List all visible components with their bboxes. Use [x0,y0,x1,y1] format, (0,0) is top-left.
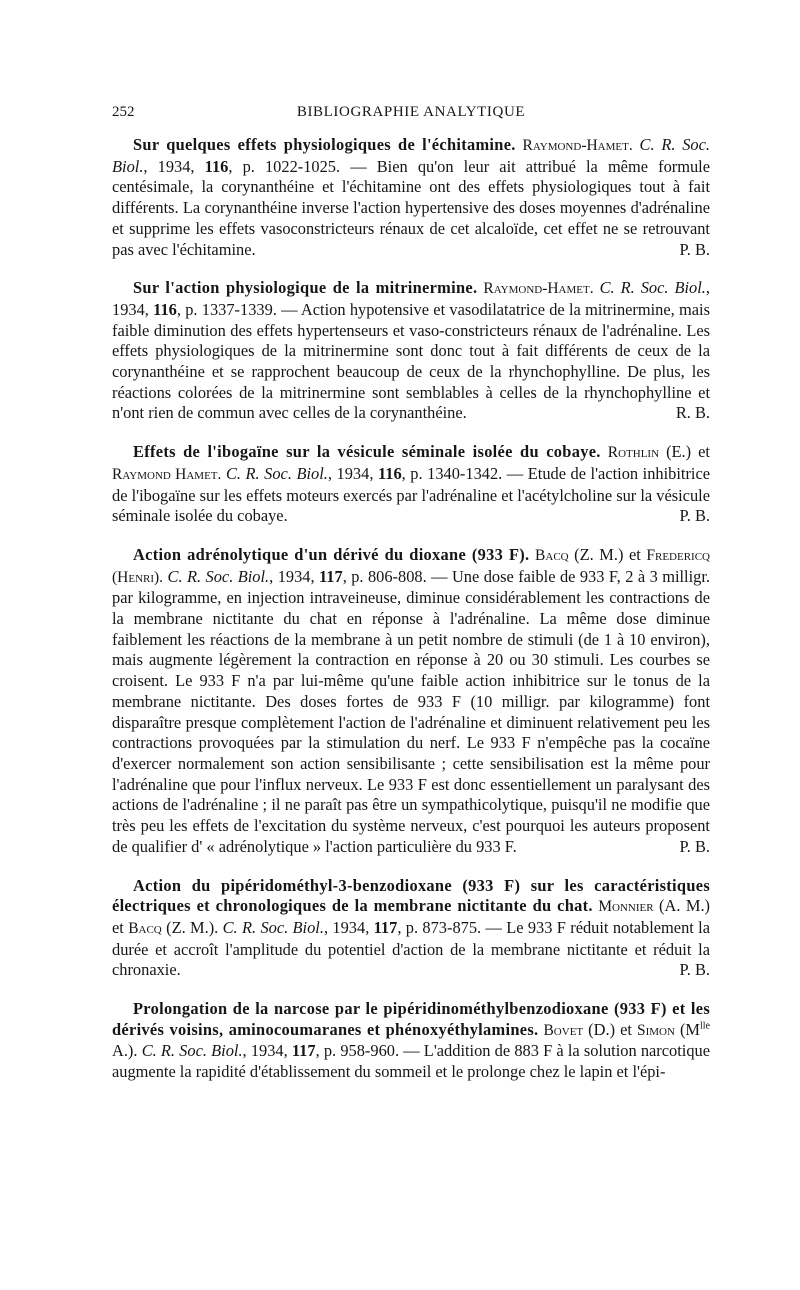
entry-author-1-initials: (D.) et [583,1019,637,1039]
entry-author-1-initials: (A. M.) et [112,896,710,937]
entry-title: Action du pipéridométhyl-3-benzodioxane (933 F) sur les caractéristiques électriques et chronologiques de la membrane nictitante du chat. [112,875,710,916]
entry-title: Effets de l'ibogaïne sur la vésicule séminale isolée du cobaye. [133,442,601,462]
entry-author-1-initials: (Z. M.) et [568,544,647,564]
entry-author-2: Raymond Hamet. [112,465,222,483]
entry-author-1: Bovet [543,1021,584,1039]
entry-year: , 1934, [323,917,374,937]
entry-abstract: — Le 933 F réduit notablement la durée et accroît l'amplitude du potentiel d'action de la membrane nictitante et réduit la chronaxie. [112,917,711,980]
entry-abstract: — Action hypotensive et vasodilatatrice de la mitrinermine, mais faible diminution des effets hypertenseurs et vaso-constricteurs rénaux de l'adrénaline. Les effets physiologiques de la mitrinermine sont donc tout à fait différents de ceux de la corynanthéine et se rapprochent beaucoup de ceux de la rhynchophylline. De plus, les réactions colorées de la mitrinermine sont semblables à celles de la rhynchophylline et n'ont rien de commun avec celles de la corynanthéine. [112,299,710,423]
entry-journal: C. R. Soc. Biol. [599,278,706,298]
entry-volume: 117 [373,917,398,937]
entry-signature: P. B. [679,506,710,526]
entry-author-1: Bacq [535,546,569,564]
entry-year: , 1934, [143,156,205,176]
entry-pages: , p. 806-808. [342,566,427,586]
entry-author-2: Bacq [128,919,162,937]
entry-pages: , p. 958-960. [315,1041,400,1061]
bibliography-entry [112,876,710,982]
entry-title: Prolongation de la narcose par le pipéridinométhylbenzodioxane (933 F) et les dérivés voisins, aminocoumaranes et phénoxyéthylamines. [112,999,710,1039]
entry-volume: 117 [291,1041,316,1061]
entry-signature: P. B. [679,239,710,259]
entry-title: Sur l'action physiologique de la mitrinermine. [133,278,478,298]
entry-author-2-initials: (Z. M.). [161,917,219,937]
entry-author-2: Simon [636,1021,675,1039]
bibliography-entry [112,442,710,527]
entry-volume: 116 [153,299,177,319]
entry-author-2-initials-post: A.). [112,1041,138,1061]
entry-author-1-initials: (E.) et [659,442,710,462]
entry-author-1: Monnier [598,898,654,916]
bibliography-entry [112,135,710,260]
entry-volume: 116 [377,463,402,483]
bibliography-entry [112,278,710,424]
entry-pages: , p. 1340-1342. [401,463,503,483]
entry-abstract: — L'addition de 883 F à la solution narcotique augmente la rapidité d'établissement du sommeil et le prolonge chez le lapin et l'épi- [112,1041,711,1082]
entry-signature: R. B. [675,403,710,423]
entry-journal: C. R. Soc. Biol. [112,135,710,176]
entry-author-1: Rothlin [607,444,660,462]
entry-journal: C. R. Soc. Biol. [222,917,324,937]
entry-volume: 116 [204,156,229,176]
bibliography-entry [112,545,710,858]
entry-journal: C. R. Soc. Biol. [225,463,328,483]
bibliography-list [112,135,710,1101]
page-number: 252 [112,104,135,120]
entry-year: , 1934, [242,1041,292,1061]
entry-year: , 1934, [269,566,320,586]
entry-authors: Raymond-Hamet. [483,280,594,298]
bibliography-entry [112,999,710,1083]
entry-abstract: — Bien qu'on leur ait attribué la même formule centésimale, la corynanthéine et l'échitamine ont des effets physiologiques tout à fait différents. La corynanthéine inverse l'action hypertensive des doses moyennes d'adrénaline et supprime les effets vasoconstricteurs rénaux de cet alcaloïde, cet effet ne se retrouvant pas avec l'échitamine. [112,156,710,259]
entry-journal: C. R. Soc. Biol. [141,1041,243,1061]
entry-author-2-initials-pre: (M [674,1019,700,1039]
entry-volume: 117 [319,566,343,586]
entry-year: , 1934, [327,463,378,483]
entry-journal: C. R. Soc. Biol. [167,566,270,586]
running-title: BIBLIOGRAPHIE ANALYTIQUE [296,104,526,120]
entry-signature: P. B. [679,960,710,980]
entry-pages: , p. 1337-1339. [176,299,277,319]
entry-abstract: — Une dose faible de 933 F, 2 à 3 milligr. par kilogramme, en injection intraveineuse, diminue considérablement les contractions de la membrane nictitante du chat en réponse à l'adrénaline. La même dose diminue faiblement les réactions de la membrane à un petit nombre de stimuli (de 1 à 10 environ), mais augmente légèrement la contraction en réponse à 20 ou 30 stimuli. Les courbes se croisent. Le 933 F n'a par lui-même qu'une faible action inhibitrice sur le tonus de la membrane nictitante. Des doses fortes de 933 F (10 milligr. par kilogramme) font disparaître presque complètement l'action de l'adrénaline et diminuent relativement peu les contractions provoquées par la stimulation du nerf. Le 933 F n'empêche pas la cocaïne d'exercer normalement son action sensibilisante ; cette sensibilisation est la même pour l'adrénaline que pour l'influx nerveux. Le 933 F est donc essentiellement un paralysant des actions de l'adrénaline ; il ne paraît pas être un sympathicolytique, puisqu'il ne modifie que très peu les effets de l'excitation du système nerveux, c'est pourquoi les auteurs proposent de qualifier d' « adrénolytique » l'action particulière du 933 F. [112,566,711,856]
entry-pages: , p. 873-875. [397,917,482,937]
entry-title: Sur quelques effets physiologiques de l'échitamine. [133,135,516,154]
entry-authors: Raymond-Hamet. [522,137,633,154]
entry-author-2: Fredericq [646,546,710,564]
page-header [112,104,710,128]
entry-author-2-superscript: lle [699,1020,710,1032]
entry-abstract: — Etude de l'action inhibitrice de l'ibogaïne sur les effets moteurs exercés par l'adrénaline et l'acétylcholine sur la vésicule séminale isolée du cobaye. [112,463,711,526]
entry-signature: P. B. [679,836,710,856]
entry-author-2-initials: (Henri). [112,568,164,586]
entry-year: , 1934, [112,278,710,319]
entry-title: Action adrénolytique d'un dérivé du dioxane (933 F). [133,544,530,564]
entry-pages: , p. 1022-1025. [228,156,341,176]
